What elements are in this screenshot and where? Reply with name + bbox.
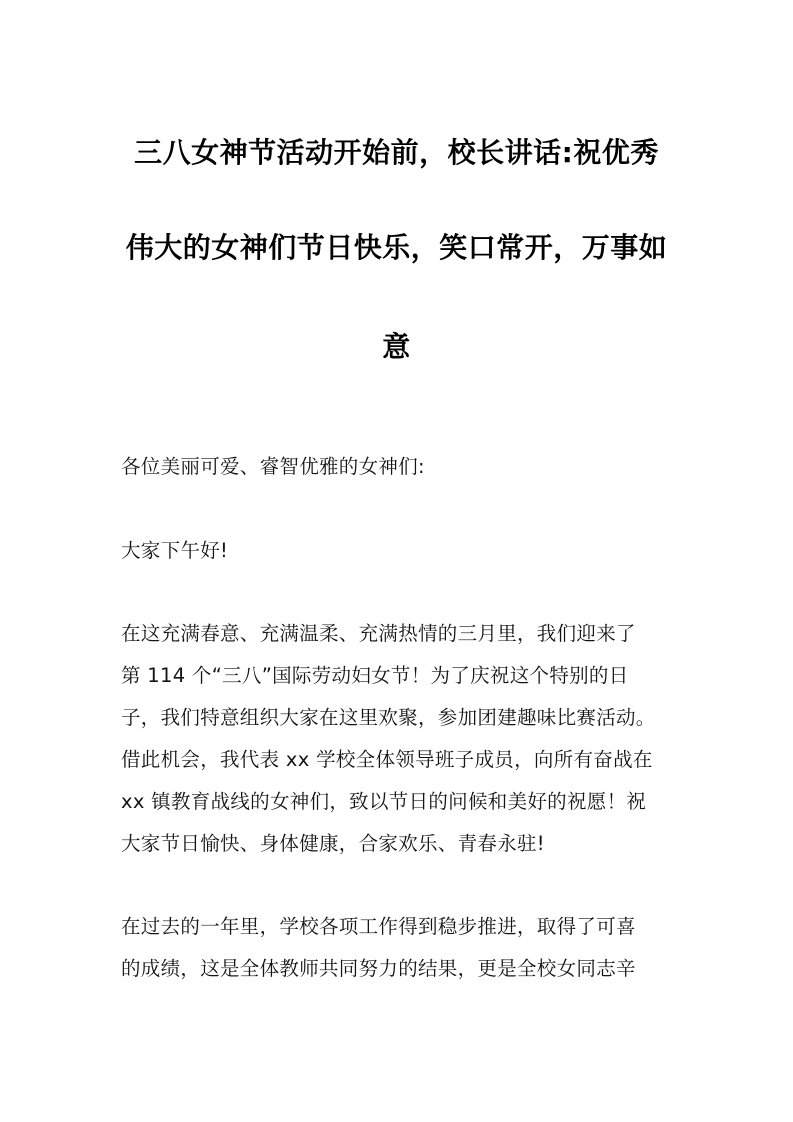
title-line-1: 三八女神节活动开始前，校长讲话:祝优秀 — [134, 136, 659, 169]
paragraph-1-line-2: 第 114 个“三八”国际劳动妇女节！为了庆祝这个特别的日 — [121, 664, 629, 687]
greeting: 大家下午好! — [121, 539, 229, 562]
paragraph-1-line-5: xx 镇教育战线的女神们，致以节日的问候和美好的祝愿！祝 — [121, 790, 647, 813]
salutation: 各位美丽可爱、睿智优雅的女神们: — [121, 455, 425, 478]
title-line-2: 伟大的女神们节日快乐，笑口常开，万事如 — [125, 231, 668, 264]
paragraph-1-line-3: 子，我们特意组织大家在这里欢聚，参加团建趣味比赛活动。 — [121, 706, 656, 729]
title-line-3: 意 — [382, 330, 411, 363]
paragraph-1-line-1: 在这充满春意、充满温柔、充满热情的三月里，我们迎来了 — [121, 622, 636, 645]
paragraph-1-line-6: 大家节日愉快、身体健康，合家欢乐、青春永驻! — [121, 832, 545, 855]
paragraph-1-line-4: 借此机会，我代表 xx 学校全体领导班子成员，向所有奋战在 — [121, 748, 653, 771]
paragraph-2-line-2: 的成绩，这是全体教师共同努力的结果，更是全校女同志辛 — [121, 957, 636, 980]
paragraph-2-line-1: 在过去的一年里，学校各项工作得到稳步推进，取得了可喜 — [121, 915, 636, 938]
